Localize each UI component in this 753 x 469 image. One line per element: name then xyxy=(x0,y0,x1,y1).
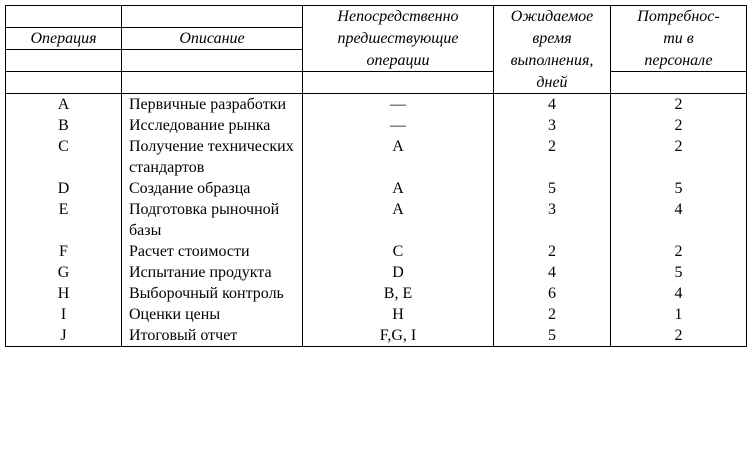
table-body xyxy=(6,94,747,347)
header-row xyxy=(6,28,747,50)
table-row xyxy=(6,262,747,283)
header-row xyxy=(6,50,747,72)
header-description xyxy=(122,6,303,28)
table-row xyxy=(6,325,747,347)
header-description xyxy=(122,72,303,94)
cell-predecessors: H xyxy=(303,304,494,325)
cell-staff: 2 xyxy=(611,136,747,178)
cell-predecessors: D xyxy=(303,262,494,283)
header-predecessors: предшествующие xyxy=(303,28,494,50)
cell-time: 3 xyxy=(494,115,611,136)
cell-operation: I xyxy=(6,304,122,325)
operations-table xyxy=(5,5,747,347)
cell-time: 6 xyxy=(494,283,611,304)
cell-staff: 5 xyxy=(611,178,747,199)
table-row xyxy=(6,199,747,241)
cell-time: 2 xyxy=(494,241,611,262)
cell-description: Выборочный контроль xyxy=(122,283,303,304)
cell-staff: 5 xyxy=(611,262,747,283)
header-predecessors xyxy=(303,72,494,94)
cell-description: Итоговый отчет xyxy=(122,325,303,347)
cell-time: 4 xyxy=(494,94,611,116)
header-row xyxy=(6,6,747,28)
cell-operation: A xyxy=(6,94,122,116)
header-expected-time: выполнения, xyxy=(494,50,611,72)
cell-staff: 4 xyxy=(611,199,747,241)
header-predecessors: операции xyxy=(303,50,494,72)
cell-operation: D xyxy=(6,178,122,199)
cell-predecessors: A xyxy=(303,199,494,241)
cell-operation: G xyxy=(6,262,122,283)
cell-description: Первичные разработки xyxy=(122,94,303,116)
cell-description: Подготовка рыночной базы xyxy=(122,199,303,241)
cell-description: Испытание продукта xyxy=(122,262,303,283)
header-row xyxy=(6,72,747,94)
cell-predecessors: — xyxy=(303,94,494,116)
cell-time: 2 xyxy=(494,304,611,325)
cell-time: 5 xyxy=(494,325,611,347)
header-predecessors: Непосредственно xyxy=(303,6,494,28)
cell-description: Оценки цены xyxy=(122,304,303,325)
cell-operation: H xyxy=(6,283,122,304)
cell-staff: 4 xyxy=(611,283,747,304)
cell-time: 2 xyxy=(494,136,611,178)
cell-time: 3 xyxy=(494,199,611,241)
header-staff xyxy=(611,72,747,94)
cell-predecessors: C xyxy=(303,241,494,262)
cell-staff: 2 xyxy=(611,94,747,116)
table-row xyxy=(6,241,747,262)
cell-operation: E xyxy=(6,199,122,241)
cell-description: Исследование рынка xyxy=(122,115,303,136)
cell-predecessors: A xyxy=(303,178,494,199)
cell-description: Получение технических стандартов xyxy=(122,136,303,178)
cell-time: 5 xyxy=(494,178,611,199)
header-staff: Потребнос- xyxy=(611,6,747,28)
cell-description: Расчет стоимости xyxy=(122,241,303,262)
table-row xyxy=(6,178,747,199)
table-row xyxy=(6,283,747,304)
cell-predecessors: A xyxy=(303,136,494,178)
header-operation xyxy=(6,50,122,72)
table-header xyxy=(6,6,747,94)
header-expected-time: дней xyxy=(494,72,611,94)
cell-time: 4 xyxy=(494,262,611,283)
header-operation xyxy=(6,6,122,28)
cell-operation: F xyxy=(6,241,122,262)
header-description: Описание xyxy=(122,28,303,50)
cell-predecessors: F,G, I xyxy=(303,325,494,347)
header-description xyxy=(122,50,303,72)
cell-operation: C xyxy=(6,136,122,178)
table-row xyxy=(6,115,747,136)
header-expected-time: время xyxy=(494,28,611,50)
table-row xyxy=(6,304,747,325)
header-expected-time: Ожидаемое xyxy=(494,6,611,28)
cell-predecessors: — xyxy=(303,115,494,136)
table-row xyxy=(6,136,747,178)
header-operation xyxy=(6,72,122,94)
cell-staff: 1 xyxy=(611,304,747,325)
cell-description: Создание образца xyxy=(122,178,303,199)
cell-staff: 2 xyxy=(611,115,747,136)
cell-operation: B xyxy=(6,115,122,136)
header-staff: ти в xyxy=(611,28,747,50)
table-row xyxy=(6,94,747,116)
header-staff: персонале xyxy=(611,50,747,72)
cell-operation: J xyxy=(6,325,122,347)
header-operation: Операция xyxy=(6,28,122,50)
cell-predecessors: B, E xyxy=(303,283,494,304)
cell-staff: 2 xyxy=(611,241,747,262)
cell-staff: 2 xyxy=(611,325,747,347)
